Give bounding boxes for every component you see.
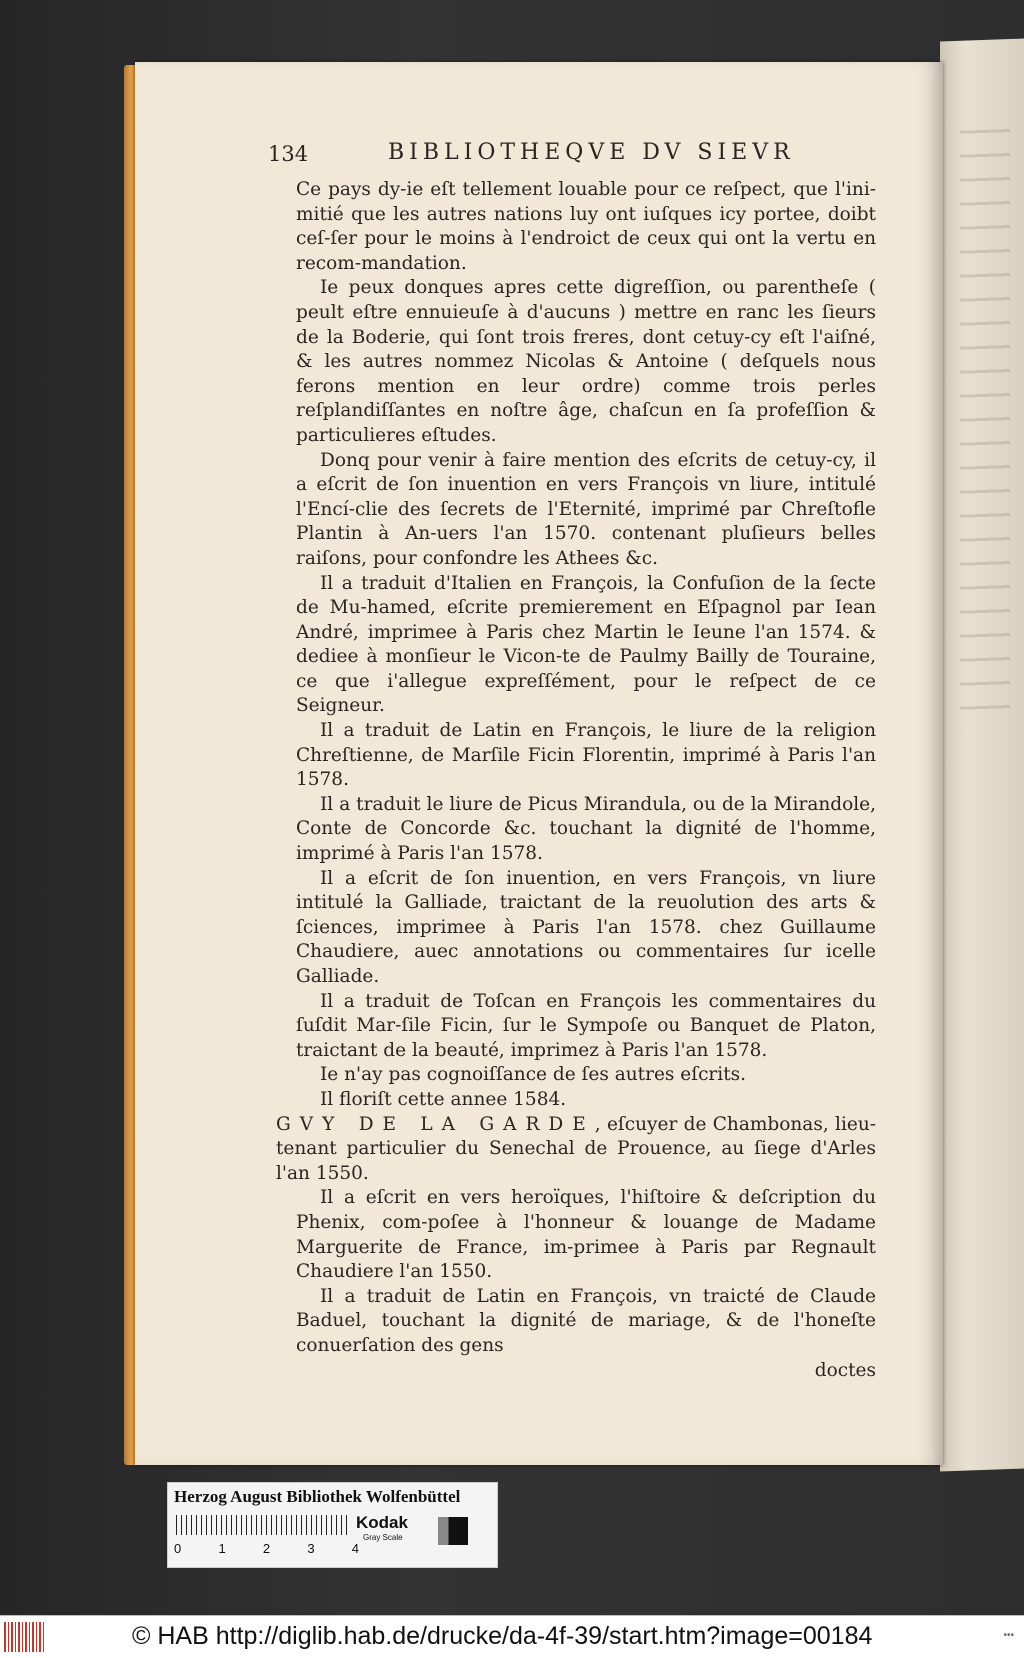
footer-bar (0, 1615, 1024, 1658)
facing-page-text (960, 129, 1010, 731)
entry-description: , eſcuyer de Chambonas, lieu-tenant particulier du Senechal de Prouence, au ſiege d'Arles l'an 1550. (276, 1113, 876, 1184)
paragraph: Il a eſcrit en vers heroïques, l'hiſtoire & deſcription du Phenix, com-poſee à l'honneur & louange de Madame Marguerite de France, im-primee à Paris par Regnault Chaudiere l'an 1550. (296, 1187, 876, 1283)
source-link[interactable]: © HAB http://diglib.hab.de/drucke/da-4f-39/start.htm?image=00184 (132, 1622, 873, 1650)
entry-heading (276, 1113, 876, 1187)
paragraph: Il a traduit d'Italien en François, la Confuſion de la ſecte de Mu-hamed, eſcrite premierement en Eſpagnol par Iean André, imprimee à Paris chez Martin le Ieune l'an 1574. & dediee à monſieur le Vicon-te de Paulmy Bailly de Touraine, ce que i'allegue expreſſément, pour le reſpect de ce Seigneur. (296, 572, 876, 717)
paragraph: Ie peux donques apres cette digreſſion, ou parentheſe ( peult eſtre ennuieuſe à d'aucuns ) mettre en ranc les ſieurs de la Boderie, qui ſont trois freres, dont cetuy-cy eſt l'aiſné, & les autres nommez Nicolas & Antoine ( deſquels nous ferons mention en leur ordre) comme trois perles reſplandiſſantes en noſtre âge, chaſcun en ſa profeſſion & particulieres eſtudes. (296, 277, 876, 446)
paragraph: Il a traduit de Latin en François, vn traicté de Claude Baduel, touchant la dignité de mariage, & de l'honeſte conuerſation des gens (296, 1285, 876, 1356)
scale-number: 1 (218, 1541, 226, 1556)
institution-label: Herzog August Bibliothek Wolfenbüttel (174, 1487, 461, 1506)
paragraph: Ce pays dy-ie eſt tellement louable pour ce reſpect, que l'ini-mitié que les autres nations luy ont iuſques icy portee, doibt ceſ-ſer pour le moins à l'endroict de ceux qui ont la vertu en recom-mandation. (296, 179, 876, 274)
page-body (276, 178, 876, 1383)
paragraph: Il a traduit de Latin en François, le liure de la religion Chreſtienne, de Marſile Ficin Florentin, imprimé à Paris l'an 1578. (296, 720, 876, 791)
paragraph: Donq pour venir à faire mention des eſcrits de cetuy-cy, il a eſcrit de ſon inuention en vers François vn liure, intitulé l'Encí-clie des ſecrets de l'Eternité, imprimé par Chreſtofle Plantin à An-uers l'an 1570. contenant pluſieurs belles raiſons, pour confondre les Athees &c. (296, 449, 876, 569)
paragraph: Il a traduit le liure de Picus Mirandula, ou de la Mirandole, Conte de Concorde &c. touchant la dignité de l'homme, imprimé à Paris l'an 1578. (296, 793, 876, 865)
scale-ruler (176, 1515, 351, 1535)
scale-number: 3 (307, 1541, 315, 1556)
barcode-icon (4, 1622, 46, 1652)
scale-number: 4 (351, 1541, 359, 1556)
more-dots-icon[interactable]: ••• (1003, 1630, 1014, 1641)
paragraph: Il a eſcrit de ſon inuention, en vers François, vn liure intitulé la Galliade, traictant de la reuolution des arts & ſciences, imprimee à Paris l'an 1578. chez Guillaume Chaudiere, auec annotations ou commentaires ſur icelle Galliade. (296, 867, 876, 987)
entry-name: GVY DE LA GARDE (276, 1113, 595, 1135)
catchword: doctes (814, 1359, 876, 1381)
scale-number: 2 (262, 1541, 271, 1556)
facing-page-edge (940, 39, 1024, 1472)
gray-patch (438, 1517, 468, 1545)
gray-scale-label: Gray Scale (363, 1533, 403, 1542)
scale-numbers (174, 1541, 359, 1556)
page-number: 134 (268, 142, 309, 166)
paragraph: Ie n'ay pas cognoiſſance de ſes autres eſcrits. (320, 1064, 746, 1086)
color-calibration-bar (167, 1482, 498, 1568)
running-title: BIBLIOTHEQVE DV SIEVR (388, 140, 795, 165)
scale-number: 0 (174, 1541, 182, 1556)
paragraph: Il floriſt cette annee 1584. (320, 1088, 567, 1110)
kodak-logo: Kodak (356, 1513, 408, 1532)
page-header (268, 142, 888, 182)
paragraph: Il a traduit de Toſcan en François les commentaires du ſuſdit Mar-ſile Ficin, ſur le Sympoſe ou Banquet de Platon, traictant de la beauté, imprimez à Paris l'an 1578. (296, 990, 876, 1061)
